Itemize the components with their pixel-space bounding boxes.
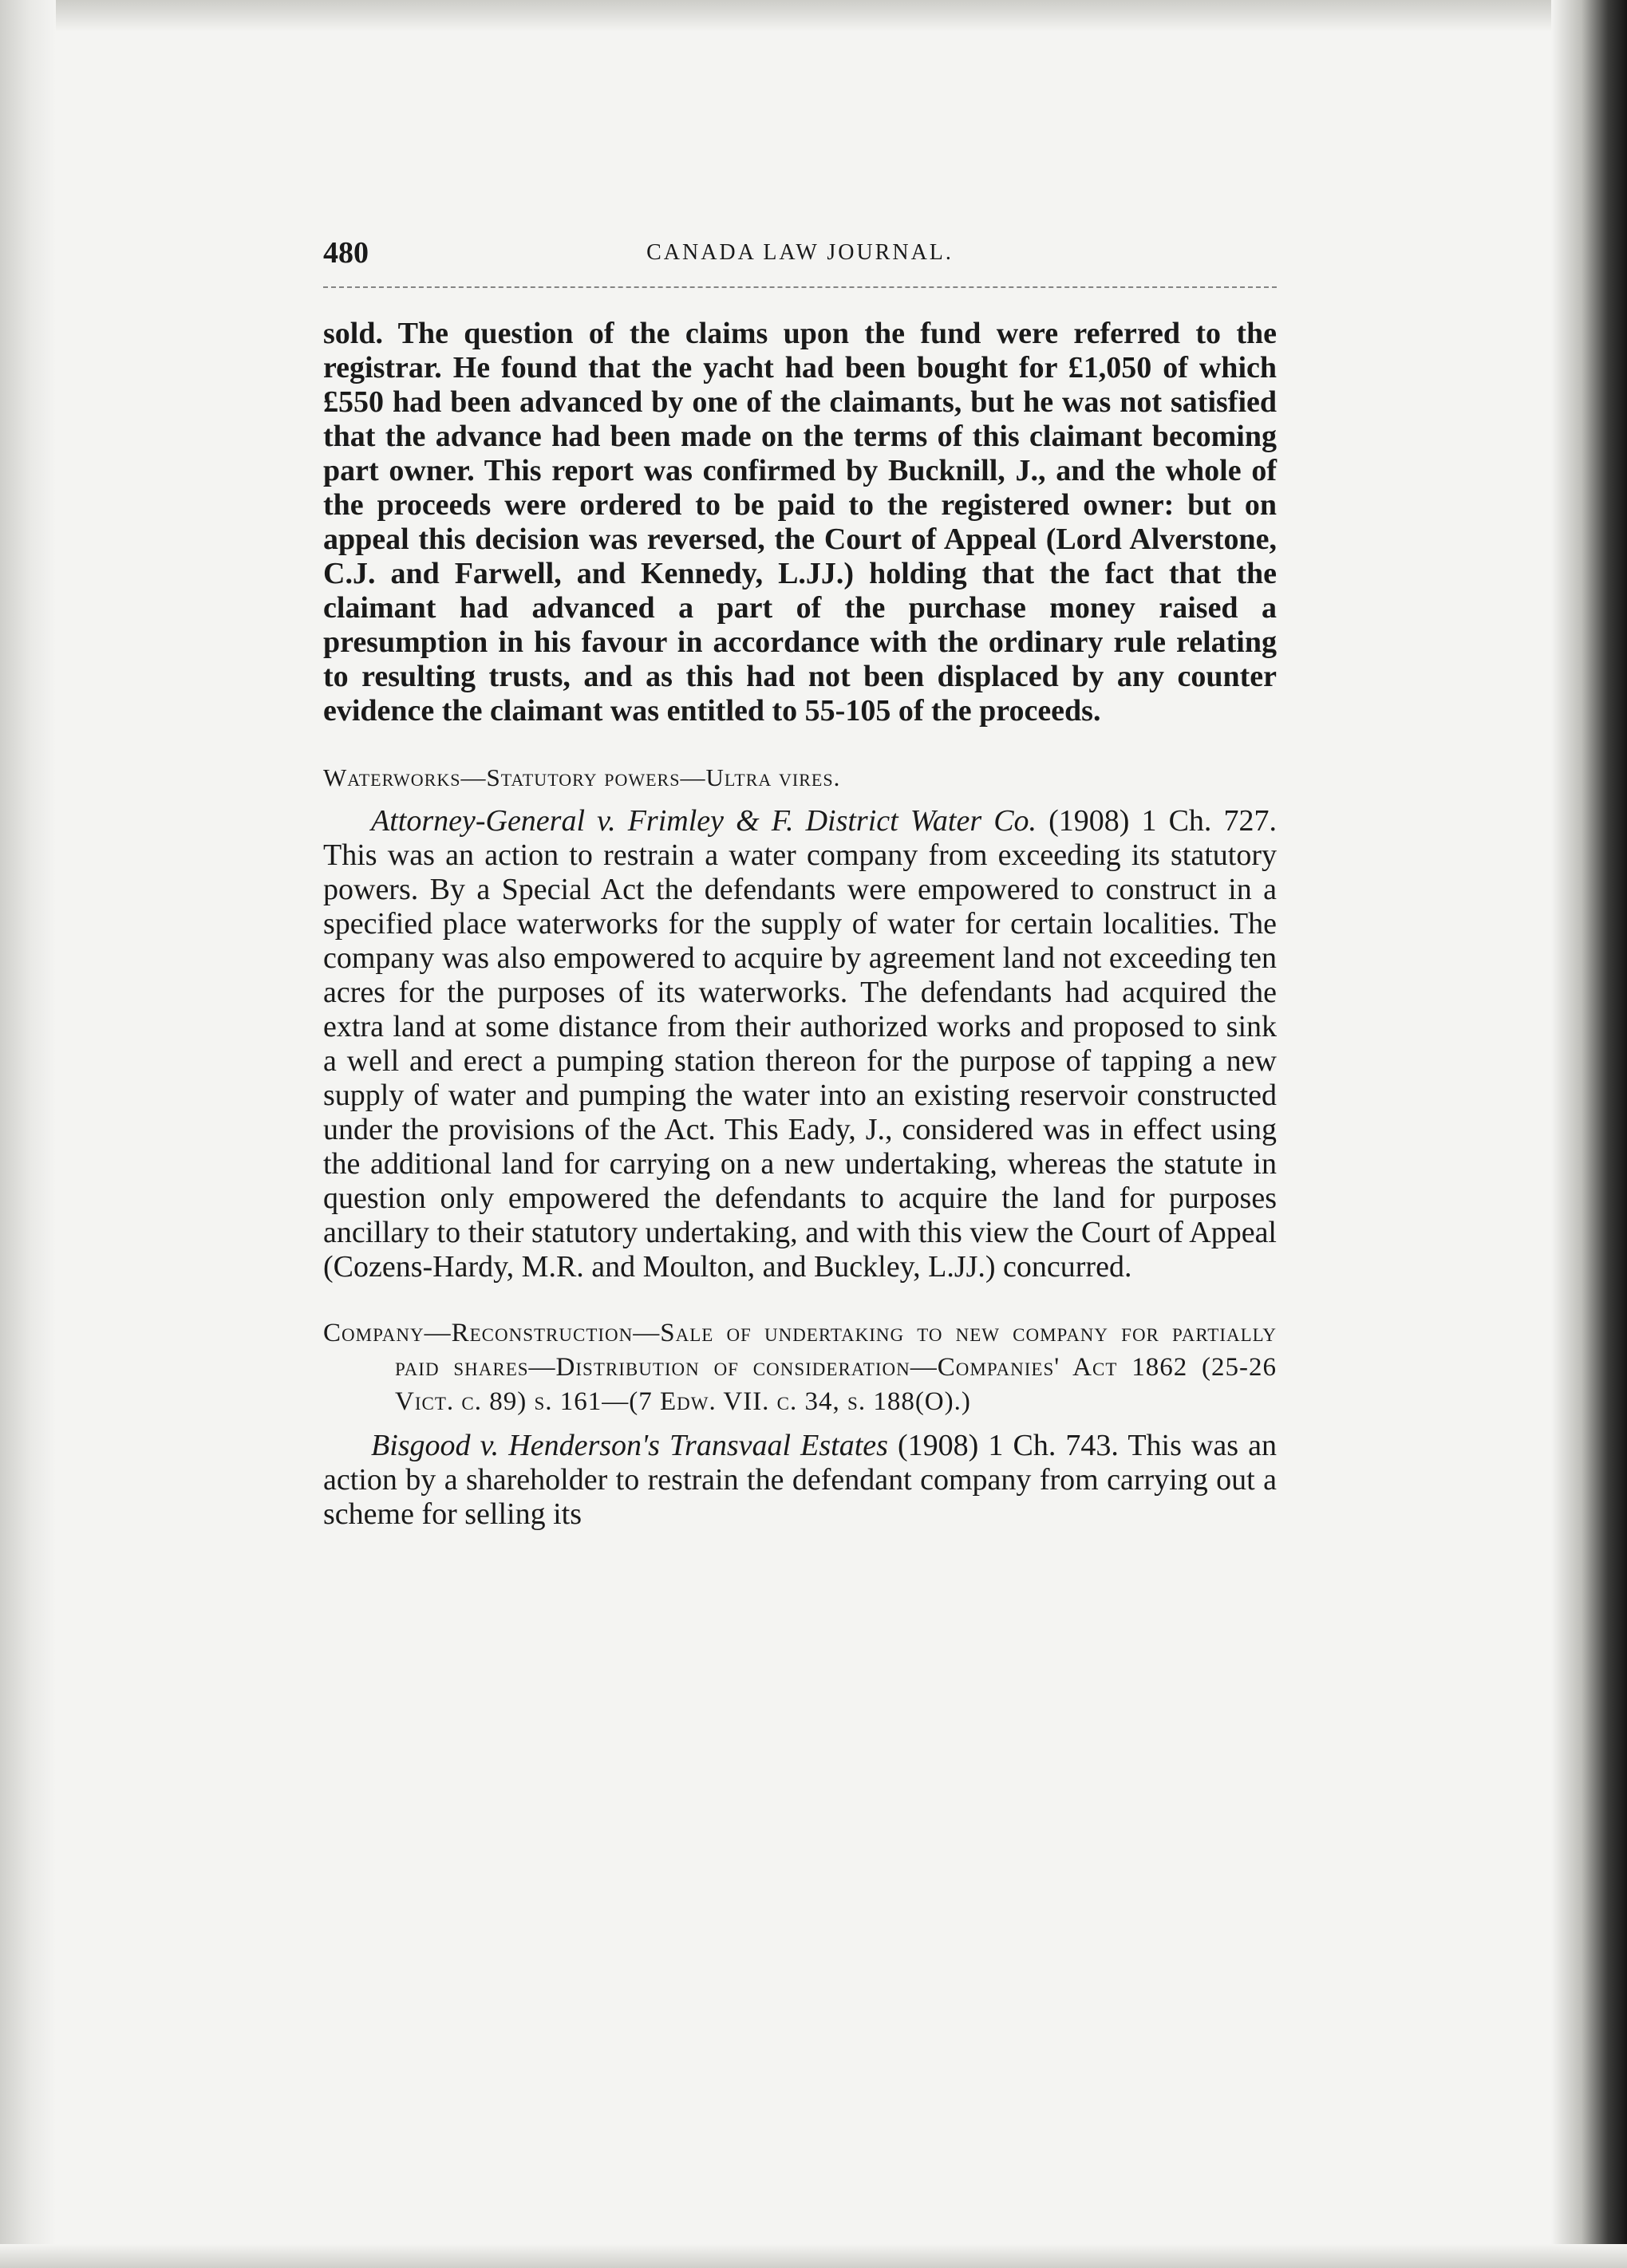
running-head: [323, 235, 1277, 275]
journal-title: CANADA LAW JOURNAL.: [646, 240, 954, 265]
waterworks-body: This was an action to restrain a water company from exceeding its statutory powers. By a Special Act the defendants were empowered to construct in a specified place waterworks for the supply of water for certain localities. The company was also empowered to acquire by agreement land not exceeding ten acres for the purposes of its waterworks. The defendants had acquired the extra land at some distance from their authorized works and proposed to sink a well and erect a pumping station thereon for the purpose of tapping a new supply of water and pumping the water into an existing reservoir constructed under the provisions of the Act. This Eady, J., considered was in effect using the additional land for carrying on a new undertaking, whereas the statute in question only empowered the defendants to acquire the land for purposes ancillary to their statutory undertaking, and with this view the Court of Appeal (Cozens-Hardy, M.R. and Moulton, and Buckley, L.JJ.) concurred.: [323, 838, 1277, 1284]
waterworks-paragraph: [323, 804, 1277, 1284]
header-rule: [323, 286, 1277, 288]
waterworks-heading: Waterworks—Statutory powers—Ultra vires.: [323, 763, 841, 791]
scan-border-top: [0, 0, 1627, 32]
scan-border-bottom: [0, 2244, 1627, 2268]
page-number: 480: [323, 236, 369, 270]
company-body: This was an action by a shareholder to restrain the defendant company from carrying out a scheme for selling its: [323, 1429, 1278, 1531]
waterworks-citation: (1908) 1 Ch. 727.: [1037, 804, 1277, 838]
document-page: [323, 235, 1277, 1532]
company-case-name: Bisgood v. Henderson's Transvaal Estates: [371, 1429, 888, 1462]
scan-border-right: [1551, 0, 1627, 2268]
continuation-paragraph: sold. The question of the claims upon the fund were referred to the registrar. He found that the yacht had been bought for £1,050 of which £550 had been advanced by one of the claimants, but he was not satisfied that the advance had been made on the terms of this claimant becoming part owner. This report was confirmed by Bucknill, J., and the whole of the proceeds were ordered to be paid to the registered owner: but on appeal this decision was reversed, the Court of Appeal (Lord Alverstone, C.J. and Farwell, and Kennedy, L.JJ.) holding that the fact that the claimant had advanced a part of the purchase money raised a presumption in his favour in accordance with the ordinary rule relating to resulting trusts, and as this had not been displaced by any counter evidence the claimant was entitled to 55-105 of the proceeds.: [323, 317, 1277, 728]
company-heading: Company—Reconstruction—Sale of undertaking to new company for partially paid shares—Distribution of consideration—Companies' Act 1862 (25-26 Vict. c. 89) s. 161—(7 Edw. VII. c. 34, s. 188(O).): [323, 1319, 1277, 1416]
company-citation: (1908) 1 Ch. 743.: [887, 1429, 1128, 1462]
waterworks-case-name: Attorney-General v. Frimley & F. District Water Co.: [371, 804, 1037, 838]
scan-border-left: [0, 0, 56, 2268]
company-paragraph: [323, 1429, 1277, 1532]
